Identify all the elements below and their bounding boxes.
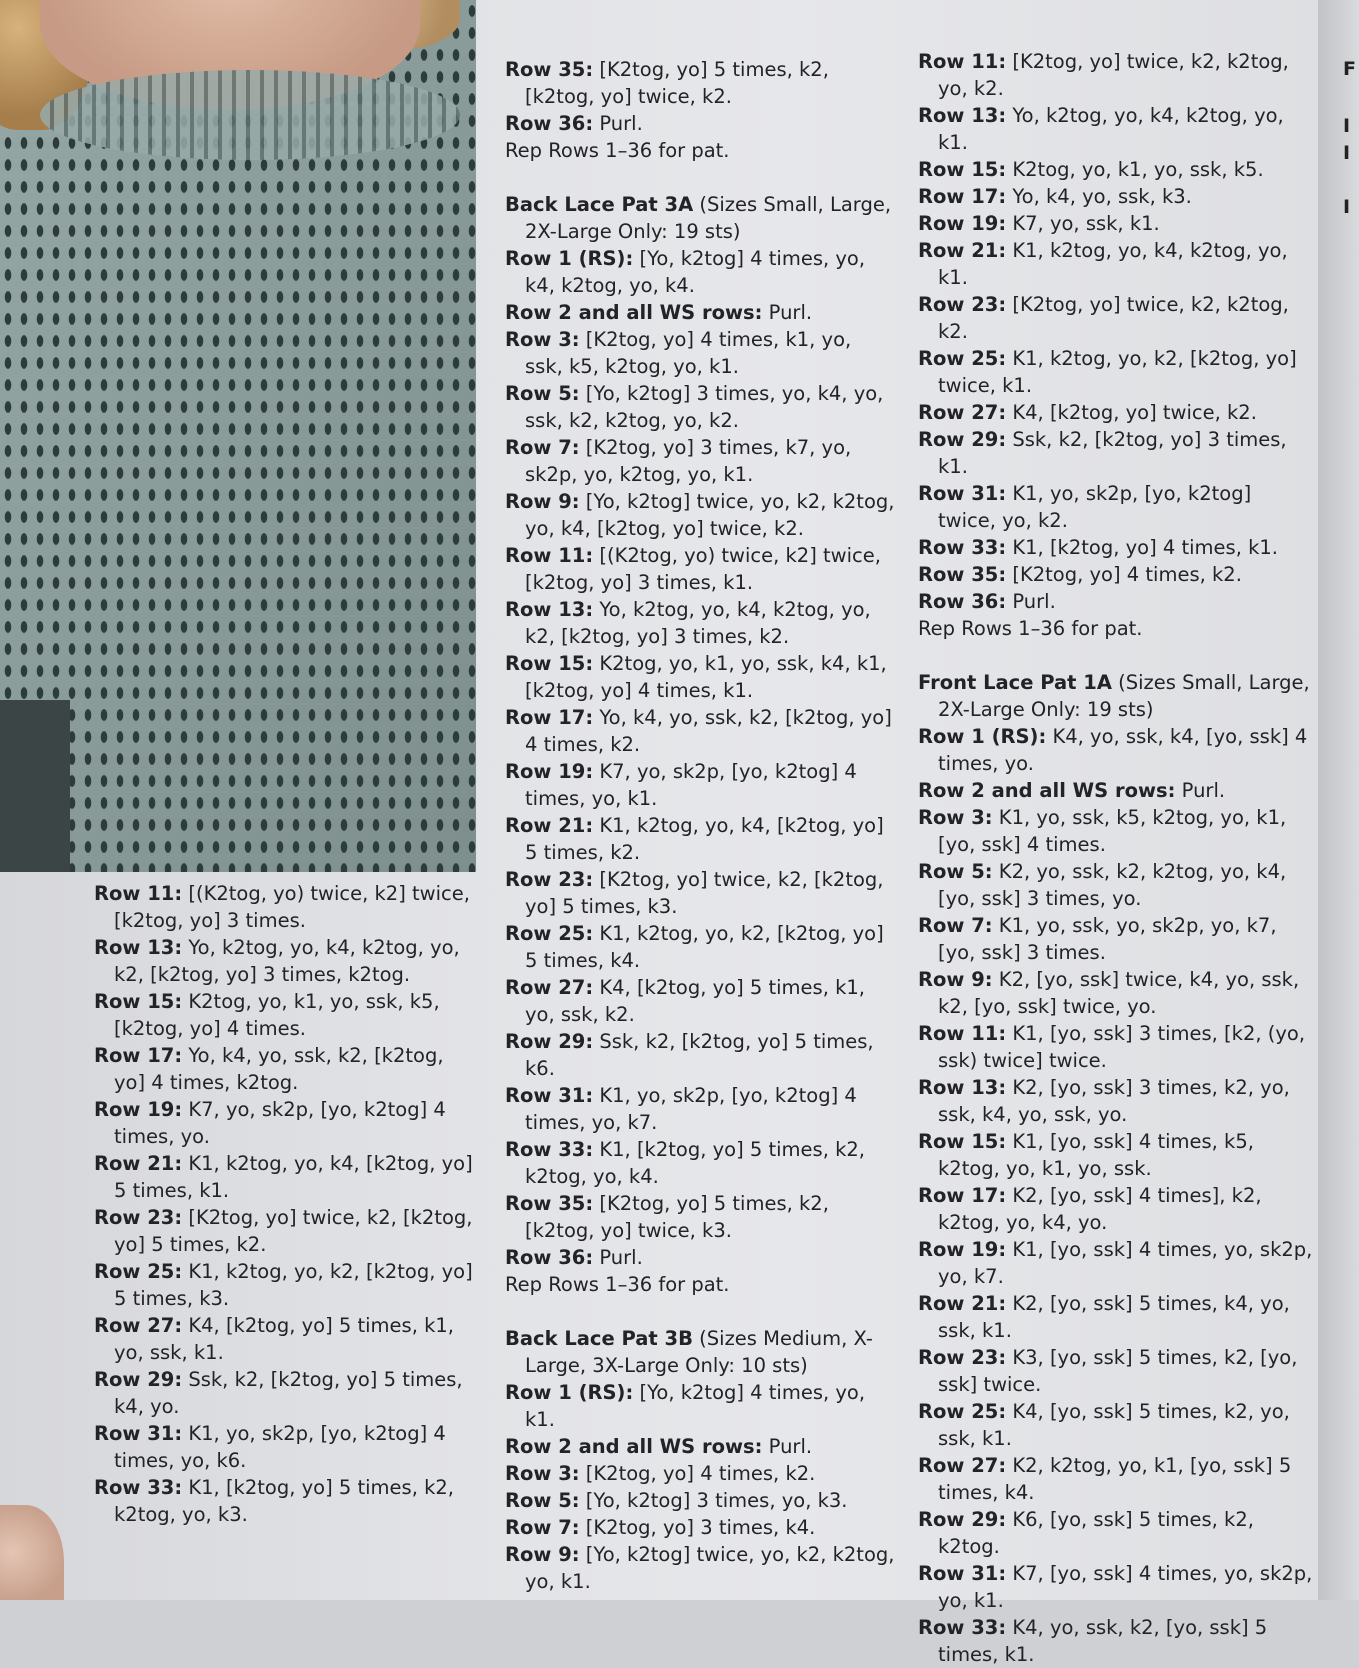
row-text: Rep Rows 1–36 for pat. bbox=[505, 1273, 730, 1296]
row-text: K1, yo, sk2p, [yo, k2tog] twice, yo, k2. bbox=[938, 482, 1252, 532]
row-text: Purl. bbox=[762, 301, 813, 324]
instruction-row bbox=[505, 920, 895, 974]
instruction-row bbox=[94, 1420, 474, 1474]
instruction-row bbox=[918, 1506, 1313, 1560]
row-label: Row 31: bbox=[918, 1562, 1007, 1585]
row-text: [K2tog, yo] 4 times, k1, yo, ssk, k5, k2tog, yo, k1. bbox=[525, 328, 852, 378]
row-label: Row 25: bbox=[918, 1400, 1007, 1423]
row-text: Rep Rows 1–36 for pat. bbox=[918, 617, 1143, 640]
row-text: K4, yo, ssk, k2, [yo, ssk] 5 times, k1. bbox=[938, 1616, 1268, 1666]
row-text: K1, k2tog, yo, k4, [k2tog, yo] 5 times, k2. bbox=[525, 814, 884, 864]
row-label: Row 21: bbox=[505, 814, 594, 837]
row-label: Row 31: bbox=[94, 1422, 183, 1445]
row-text: Ssk, k2, [k2tog, yo] 5 times, k6. bbox=[525, 1030, 874, 1080]
instruction-row bbox=[505, 974, 895, 1028]
row-label: Row 36: bbox=[505, 112, 594, 135]
row-label: Row 11: bbox=[918, 1022, 1007, 1045]
row-text: K1, yo, sk2p, [yo, k2tog] 4 times, yo, k7. bbox=[525, 1084, 857, 1134]
row-text: Purl. bbox=[1175, 779, 1226, 802]
row-label: Row 15: bbox=[505, 652, 594, 675]
edge-letter: F bbox=[1343, 58, 1356, 80]
row-label: Row 15: bbox=[918, 1130, 1007, 1153]
row-label: Row 11: bbox=[94, 882, 183, 905]
instruction-row bbox=[505, 1487, 895, 1514]
row-text: K4, [k2tog, yo] twice, k2. bbox=[1006, 401, 1257, 424]
row-label: Row 13: bbox=[918, 1076, 1007, 1099]
instruction-note bbox=[918, 615, 1313, 642]
row-label: Row 15: bbox=[94, 990, 183, 1013]
row-label: Row 27: bbox=[94, 1314, 183, 1337]
row-text: Ssk, k2, [k2tog, yo] 3 times, k1. bbox=[938, 428, 1287, 478]
instruction-row bbox=[505, 191, 895, 245]
row-text: K1, k2tog, yo, k2, [k2tog, yo] 5 times, k3. bbox=[114, 1260, 473, 1310]
instruction-row bbox=[505, 56, 895, 110]
instruction-row bbox=[918, 534, 1313, 561]
row-label: Row 23: bbox=[505, 868, 594, 891]
instruction-row bbox=[505, 1514, 895, 1541]
row-label: Row 19: bbox=[505, 760, 594, 783]
row-label: Row 17: bbox=[505, 706, 594, 729]
instruction-row bbox=[505, 326, 895, 380]
row-label: Row 25: bbox=[918, 347, 1007, 370]
section-gap bbox=[918, 642, 1313, 669]
instruction-row bbox=[918, 1452, 1313, 1506]
instruction-row bbox=[918, 777, 1313, 804]
shadow-shape bbox=[0, 700, 70, 872]
row-text: K1, [yo, ssk] 4 times, k5, k2tog, yo, k1, yo, ssk. bbox=[938, 1130, 1254, 1180]
row-text: Yo, k2tog, yo, k4, k2tog, yo, k1. bbox=[938, 104, 1284, 154]
instruction-row bbox=[918, 48, 1313, 102]
instruction-row bbox=[918, 1128, 1313, 1182]
row-text: K2, [yo, ssk] 3 times, k2, yo, ssk, k4, yo, ssk, yo. bbox=[938, 1076, 1290, 1126]
instruction-row bbox=[94, 1096, 474, 1150]
instruction-row bbox=[918, 1614, 1313, 1668]
row-text: K1, k2tog, yo, k4, [k2tog, yo] 5 times, k1. bbox=[114, 1152, 473, 1202]
row-label: Row 19: bbox=[94, 1098, 183, 1121]
row-text: K6, [yo, ssk] 5 times, k2, k2tog. bbox=[938, 1508, 1254, 1558]
instruction-row bbox=[918, 237, 1313, 291]
row-text: K2, [yo, ssk] 4 times], k2, k2tog, yo, k4, yo. bbox=[938, 1184, 1262, 1234]
instruction-row bbox=[918, 1020, 1313, 1074]
row-label: Row 21: bbox=[918, 1292, 1007, 1315]
row-text: K1, k2tog, yo, k2, [k2tog, yo] twice, k1. bbox=[938, 347, 1297, 397]
row-label: Row 2 and all WS rows: bbox=[505, 301, 763, 324]
instruction-row bbox=[94, 880, 474, 934]
row-text: K1, [k2tog, yo] 5 times, k2, k2tog, yo, k4. bbox=[525, 1138, 865, 1188]
row-text: K1, yo, ssk, yo, sk2p, yo, k7, [yo, ssk] 3 times. bbox=[938, 914, 1277, 964]
row-label: Row 21: bbox=[94, 1152, 183, 1175]
row-text: [Yo, k2tog] 3 times, yo, k3. bbox=[579, 1489, 848, 1512]
row-text: Purl. bbox=[1006, 590, 1056, 613]
row-label: Row 35: bbox=[505, 1192, 594, 1215]
instruction-row bbox=[505, 1541, 895, 1595]
instruction-row bbox=[94, 1474, 474, 1528]
row-text: K1, [k2tog, yo] 4 times, k1. bbox=[1006, 536, 1278, 559]
row-label: Row 1 (RS): bbox=[505, 1381, 634, 1404]
row-text: [Yo, k2tog] twice, yo, k2, k2tog, yo, k4, [k2tog, yo] twice, k2. bbox=[525, 490, 895, 540]
instruction-row bbox=[918, 291, 1313, 345]
row-label: Row 35: bbox=[918, 563, 1007, 586]
row-text: K7, [yo, ssk] 4 times, yo, sk2p, yo, k1. bbox=[938, 1562, 1313, 1612]
row-label: Row 7: bbox=[505, 436, 580, 459]
instruction-row bbox=[505, 488, 895, 542]
row-text: Rep Rows 1–36 for pat. bbox=[505, 139, 730, 162]
instruction-row bbox=[94, 1204, 474, 1258]
row-label: Row 33: bbox=[505, 1138, 594, 1161]
row-label: Row 19: bbox=[918, 1238, 1007, 1261]
instruction-row bbox=[918, 804, 1313, 858]
instruction-row bbox=[505, 650, 895, 704]
instruction-row bbox=[918, 858, 1313, 912]
row-label: Row 1 (RS): bbox=[918, 725, 1047, 748]
instruction-row bbox=[918, 183, 1313, 210]
row-text: K2tog, yo, k1, yo, ssk, k4, k1, [k2tog, yo] 4 times, k1. bbox=[525, 652, 887, 702]
row-label: Row 31: bbox=[918, 482, 1007, 505]
row-label: Row 1 (RS): bbox=[505, 247, 634, 270]
instruction-row bbox=[94, 1258, 474, 1312]
section-gap bbox=[505, 1298, 895, 1325]
row-label: Row 31: bbox=[505, 1084, 594, 1107]
row-text: K4, [yo, ssk] 5 times, k2, yo, ssk, k1. bbox=[938, 1400, 1290, 1450]
instruction-row bbox=[505, 1460, 895, 1487]
row-label: Row 9: bbox=[505, 1543, 580, 1566]
row-text: K1, k2tog, yo, k4, k2tog, yo, k1. bbox=[938, 239, 1288, 289]
instruction-row bbox=[918, 1290, 1313, 1344]
instruction-row bbox=[505, 1379, 895, 1433]
row-label: Row 36: bbox=[918, 590, 1007, 613]
row-text: K1, yo, sk2p, [yo, k2tog] 4 times, yo, k6. bbox=[114, 1422, 446, 1472]
instruction-row bbox=[505, 704, 895, 758]
instruction-row bbox=[918, 1182, 1313, 1236]
row-text: [K2tog, yo] twice, k2, k2tog, yo, k2. bbox=[938, 50, 1289, 100]
row-text: Purl. bbox=[593, 112, 643, 135]
instruction-row bbox=[505, 596, 895, 650]
row-label: Row 17: bbox=[918, 185, 1007, 208]
instruction-row bbox=[94, 1150, 474, 1204]
row-label: Row 27: bbox=[505, 976, 594, 999]
row-label: Row 29: bbox=[918, 1508, 1007, 1531]
row-label: Row 15: bbox=[918, 158, 1007, 181]
row-text: [K2tog, yo] twice, k2, [k2tog, yo] 5 times, k2. bbox=[114, 1206, 473, 1256]
row-label: Row 3: bbox=[918, 806, 993, 829]
instruction-note bbox=[505, 1271, 895, 1298]
instruction-row bbox=[918, 480, 1313, 534]
row-text: K2tog, yo, k1, yo, ssk, k5, [k2tog, yo] 4 times. bbox=[114, 990, 440, 1040]
edge-letter: I bbox=[1343, 196, 1351, 218]
row-text: K2, [yo, ssk] 5 times, k4, yo, ssk, k1. bbox=[938, 1292, 1290, 1342]
row-text: [K2tog, yo] 5 times, k2, [k2tog, yo] twice, k3. bbox=[525, 1192, 829, 1242]
row-label: Row 33: bbox=[94, 1476, 183, 1499]
row-label: Row 23: bbox=[918, 293, 1007, 316]
row-text: [Yo, k2tog] 3 times, yo, k4, yo, ssk, k2, k2tog, yo, k2. bbox=[525, 382, 884, 432]
row-text: K2, [yo, ssk] twice, k4, yo, ssk, k2, [yo, ssk] twice, yo. bbox=[938, 968, 1300, 1018]
row-text: Yo, k4, yo, ssk, k2, [k2tog, yo] 4 times, k2tog. bbox=[114, 1044, 444, 1094]
row-label: Row 5: bbox=[918, 860, 993, 883]
instructions-column-2 bbox=[505, 56, 895, 1595]
row-label: Row 25: bbox=[505, 922, 594, 945]
row-label: Row 7: bbox=[918, 914, 993, 937]
row-label: Row 27: bbox=[918, 401, 1007, 424]
row-text: [K2tog, yo] 4 times, k2. bbox=[579, 1462, 816, 1485]
row-text: K4, [k2tog, yo] 5 times, k1, yo, ssk, k1. bbox=[114, 1314, 454, 1364]
instruction-row bbox=[505, 1325, 895, 1379]
row-text: K1, [yo, ssk] 4 times, yo, sk2p, yo, k7. bbox=[938, 1238, 1313, 1288]
instruction-row bbox=[505, 866, 895, 920]
instruction-row bbox=[505, 110, 895, 137]
instruction-row bbox=[918, 1398, 1313, 1452]
row-text: Yo, k2tog, yo, k4, k2tog, yo, k2, [k2tog, yo] 3 times, k2. bbox=[525, 598, 871, 648]
row-text: K2, yo, ssk, k2, k2tog, yo, k4, [yo, ssk] 3 times, yo. bbox=[938, 860, 1287, 910]
sweater-collar bbox=[40, 70, 460, 160]
row-label: Row 23: bbox=[94, 1206, 183, 1229]
row-label: Row 13: bbox=[94, 936, 183, 959]
instruction-row bbox=[918, 1560, 1313, 1614]
page-gutter bbox=[1318, 0, 1359, 1600]
instruction-note bbox=[505, 137, 895, 164]
row-text: K7, yo, sk2p, [yo, k2tog] 4 times, yo. bbox=[114, 1098, 446, 1148]
row-label: Row 33: bbox=[918, 1616, 1007, 1639]
row-text: K3, [yo, ssk] 5 times, k2, [yo, ssk] twice. bbox=[938, 1346, 1298, 1396]
row-label: Row 29: bbox=[505, 1030, 594, 1053]
row-label: Row 29: bbox=[918, 428, 1007, 451]
thumb-shape bbox=[0, 1505, 64, 1600]
row-text: Purl. bbox=[593, 1246, 643, 1269]
instructions-column-3 bbox=[918, 48, 1313, 1668]
row-text: [K2tog, yo] 5 times, k2, [k2tog, yo] twice, k2. bbox=[525, 58, 829, 108]
lace-sweater-photo bbox=[0, 0, 476, 872]
instruction-row bbox=[94, 1312, 474, 1366]
row-label: Row 33: bbox=[918, 536, 1007, 559]
row-label: Row 9: bbox=[918, 968, 993, 991]
row-label: Row 17: bbox=[94, 1044, 183, 1067]
row-label: Row 13: bbox=[918, 104, 1007, 127]
row-label: Front Lace Pat 1A bbox=[918, 671, 1112, 694]
row-label: Row 7: bbox=[505, 1516, 580, 1539]
instruction-row bbox=[505, 542, 895, 596]
row-text: [(K2tog, yo) twice, k2] twice, [k2tog, yo] 3 times. bbox=[114, 882, 470, 932]
row-label: Row 11: bbox=[505, 544, 594, 567]
instruction-row bbox=[505, 434, 895, 488]
row-text: [Yo, k2tog] 4 times, yo, k1. bbox=[525, 1381, 866, 1431]
row-label: Row 9: bbox=[505, 490, 580, 513]
row-label: Row 5: bbox=[505, 382, 580, 405]
row-label: Row 3: bbox=[505, 328, 580, 351]
row-label: Row 17: bbox=[918, 1184, 1007, 1207]
row-text: K1, [k2tog, yo] 5 times, k2, k2tog, yo, k3. bbox=[114, 1476, 454, 1526]
row-text: K4, [k2tog, yo] 5 times, k1, yo, ssk, k2. bbox=[525, 976, 865, 1026]
row-label: Row 23: bbox=[918, 1346, 1007, 1369]
instruction-row bbox=[918, 345, 1313, 399]
row-text: Yo, k4, yo, ssk, k3. bbox=[1006, 185, 1192, 208]
row-label: Row 5: bbox=[505, 1489, 580, 1512]
instruction-row bbox=[918, 588, 1313, 615]
row-label: Row 36: bbox=[505, 1246, 594, 1269]
row-label: Row 35: bbox=[505, 58, 594, 81]
instruction-row bbox=[918, 156, 1313, 183]
row-text: Yo, k2tog, yo, k4, k2tog, yo, k2, [k2tog, yo] 3 times, k2tog. bbox=[114, 936, 460, 986]
edge-letter: I bbox=[1343, 142, 1351, 164]
row-text: [K2tog, yo] 4 times, k2. bbox=[1006, 563, 1242, 586]
row-label: Row 29: bbox=[94, 1368, 183, 1391]
instruction-row bbox=[918, 1344, 1313, 1398]
row-label: Back Lace Pat 3B bbox=[505, 1327, 693, 1350]
instruction-row bbox=[505, 758, 895, 812]
instruction-row bbox=[94, 934, 474, 988]
row-text: Purl. bbox=[762, 1435, 813, 1458]
instruction-row bbox=[918, 1236, 1313, 1290]
instructions-column-1 bbox=[94, 880, 474, 1528]
row-label: Row 27: bbox=[918, 1454, 1007, 1477]
row-text: [K2tog, yo] twice, k2, [k2tog, yo] 5 times, k3. bbox=[525, 868, 884, 918]
instruction-row bbox=[505, 1028, 895, 1082]
instruction-row bbox=[918, 669, 1313, 723]
instruction-row bbox=[94, 1366, 474, 1420]
instruction-row bbox=[505, 1433, 895, 1460]
row-label: Row 25: bbox=[94, 1260, 183, 1283]
row-text: K1, [yo, ssk] 3 times, [k2, (yo, ssk) twice] twice. bbox=[938, 1022, 1306, 1072]
row-text: K1, yo, ssk, k5, k2tog, yo, k1, [yo, ssk] 4 times. bbox=[938, 806, 1287, 856]
instruction-row bbox=[505, 380, 895, 434]
instruction-row bbox=[505, 1136, 895, 1190]
instruction-row bbox=[918, 1074, 1313, 1128]
instruction-row bbox=[505, 1082, 895, 1136]
row-text: K7, yo, sk2p, [yo, k2tog] 4 times, yo, k1. bbox=[525, 760, 857, 810]
row-label: Row 19: bbox=[918, 212, 1007, 235]
row-text: (Sizes Small, Large, 2X-Large Only: 19 sts) bbox=[938, 671, 1310, 721]
row-text: K4, yo, ssk, k4, [yo, ssk] 4 times, yo. bbox=[938, 725, 1308, 775]
instruction-row bbox=[918, 426, 1313, 480]
row-text: Ssk, k2, [k2tog, yo] 5 times, k4, yo. bbox=[114, 1368, 463, 1418]
instruction-row bbox=[505, 1244, 895, 1271]
row-text: K1, k2tog, yo, k2, [k2tog, yo] 5 times, k4. bbox=[525, 922, 884, 972]
row-text: K2tog, yo, k1, yo, ssk, k5. bbox=[1006, 158, 1264, 181]
edge-letter: I bbox=[1343, 115, 1351, 137]
instruction-row bbox=[505, 245, 895, 299]
row-text: (Sizes Medium, X-Large, 3X-Large Only: 10 sts) bbox=[525, 1327, 873, 1377]
row-text: K7, yo, ssk, k1. bbox=[1006, 212, 1160, 235]
instruction-row bbox=[918, 210, 1313, 237]
section-gap bbox=[505, 164, 895, 191]
row-text: (Sizes Small, Large, 2X-Large Only: 19 sts) bbox=[525, 193, 892, 243]
row-label: Row 21: bbox=[918, 239, 1007, 262]
row-text: [K2tog, yo] 3 times, k4. bbox=[579, 1516, 816, 1539]
instruction-row bbox=[505, 299, 895, 326]
row-text: [(K2tog, yo) twice, k2] twice, [k2tog, yo] 3 times, k1. bbox=[525, 544, 881, 594]
instruction-row bbox=[94, 1042, 474, 1096]
instruction-row bbox=[918, 912, 1313, 966]
row-label: Row 2 and all WS rows: bbox=[505, 1435, 763, 1458]
row-text: [Yo, k2tog] twice, yo, k2, k2tog, yo, k1. bbox=[525, 1543, 895, 1593]
row-label: Row 13: bbox=[505, 598, 594, 621]
instruction-row bbox=[505, 812, 895, 866]
row-label: Row 2 and all WS rows: bbox=[918, 779, 1176, 802]
instruction-row bbox=[918, 399, 1313, 426]
row-text: Yo, k4, yo, ssk, k2, [k2tog, yo] 4 times, k2. bbox=[525, 706, 892, 756]
instruction-row bbox=[918, 723, 1313, 777]
instruction-row bbox=[918, 102, 1313, 156]
instruction-row bbox=[918, 561, 1313, 588]
row-label: Back Lace Pat 3A bbox=[505, 193, 694, 216]
row-label: Row 3: bbox=[505, 1462, 580, 1485]
instruction-row bbox=[918, 966, 1313, 1020]
row-label: Row 11: bbox=[918, 50, 1007, 73]
row-text: [Yo, k2tog] 4 times, yo, k4, k2tog, yo, k4. bbox=[525, 247, 866, 297]
row-text: [K2tog, yo] twice, k2, k2tog, k2. bbox=[938, 293, 1289, 343]
instruction-row bbox=[94, 988, 474, 1042]
row-text: [K2tog, yo] 3 times, k7, yo, sk2p, yo, k2tog, yo, k1. bbox=[525, 436, 852, 486]
instruction-row bbox=[505, 1190, 895, 1244]
row-text: K2, k2tog, yo, k1, [yo, ssk] 5 times, k4. bbox=[938, 1454, 1292, 1504]
